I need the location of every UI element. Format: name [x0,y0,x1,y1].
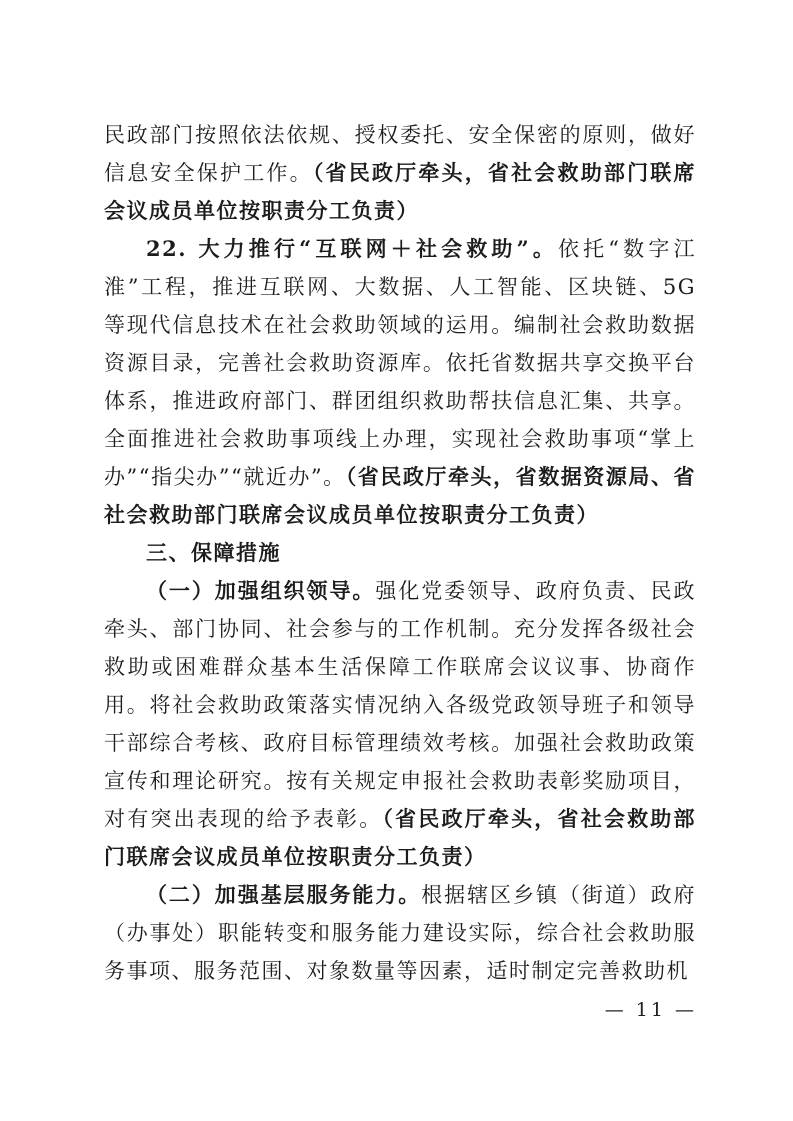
text-segment: 根据辖区乡镇（街道）政府（办事处）职能转变和服务能力建设实际，综合社会救助服务事项、服务范围、对象数量等因素，适时制定完善救助机 [104,883,697,983]
paragraph [104,230,696,534]
text-segment: （省民政厅牵头，省社会救助部门联席会议成员单位按职责分工负责） [104,160,697,223]
text-segment: （省民政厅牵头，省数据资源局、省社会救助部门联席会议成员单位按职责分工负责） [104,464,696,527]
text-segment: （省民政厅牵头，省社会救助部门联席会议成员单位按职责分工负责） [104,806,697,869]
paragraph [104,572,696,876]
paragraph [104,876,696,990]
section-heading [104,534,696,572]
text-segment: （二）加强基层服务能力。 [146,882,422,907]
text-segment: 三、保障措施 [146,540,281,565]
page-number: — 11 — [604,999,697,1021]
text-segment: 民政部门按照依法依规、授权委托、安全保密的原则，做好信息安全保护工作。 [104,123,696,185]
document-body [104,116,696,990]
text-segment: （一）加强组织领导。 [146,578,376,603]
paragraph [104,116,696,230]
text-segment: 依托“数字江淮”工程，推进互联网、大数据、人工智能、区块链、5G 等现代信息技术在社会救助领域的运用。编制社会救助数据资源目录，完善社会救助资源库。依托省数据共享交换平台体系，推进政府部门、群团组织救助帮扶信息汇集、共享。全面推进社会救助事项线上办理，实现社会救助事项“掌上办”“指尖办”“就近办”。 [104,237,696,489]
text-segment: 强化党委领导、政府负责、民政牵头、部门协同、社会参与的工作机制。充分发挥各级社会救助或困难群众基本生活保障工作联席会议议事、协商作用。将社会救助政策落实情况纳入各级党政领导班子和领导干部综合考核、政府目标管理绩效考核。加强社会救助政策宣传和理论研究。按有关规定申报社会救助表彰奖励项目，对有突出表现的给予表彰。 [104,579,697,831]
text-segment: 22. 大力推行“互联网＋社会救助”。 [146,236,558,261]
